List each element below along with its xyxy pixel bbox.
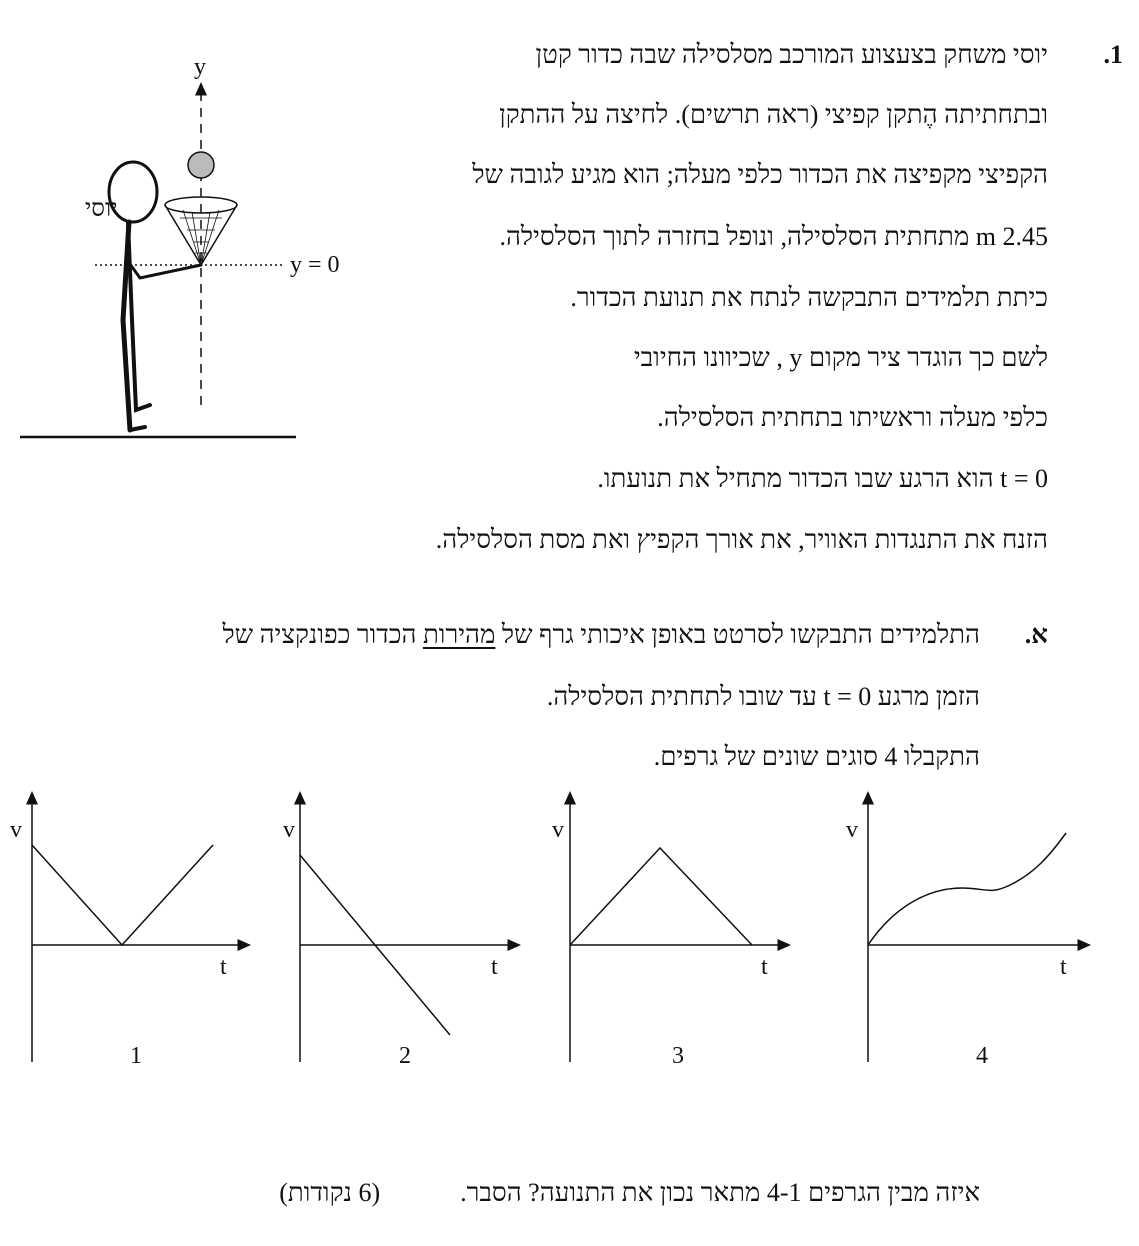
person-yossi [109, 162, 201, 430]
question-line-8: t = 0 הוא הרגע שבו הכדור מתחיל את תנועתו. [597, 464, 1048, 493]
points-label: (6 נקודות) [279, 1178, 381, 1207]
t-label: t [220, 954, 227, 980]
question-line-6: לשם כך הוגדר ציר מקום y , שכיוונו החיובי [633, 343, 1048, 372]
question-line-9: הזנח את התנגדות האוויר, את אורך הקפיץ ואת מסת הסלסילה. [435, 525, 1048, 554]
question-line-1: יוסי משחק בצעצוע המורכב מסלסילה שבה כדור קטן [535, 40, 1048, 69]
graph-number: 2 [399, 1043, 411, 1069]
graph-curve [868, 833, 1066, 945]
underlined-word-velocity: מהירות [422, 620, 496, 649]
v-label: v [283, 817, 295, 843]
t-label: t [761, 954, 768, 980]
graph-1 [10, 797, 245, 1069]
graph-2 [283, 797, 515, 1069]
section-a-text: הכדור כפונקציה של [222, 620, 423, 649]
question-line-7: כלפי מעלה וראשיתו בתחתית הסלסילה. [657, 403, 1048, 432]
graph-4 [846, 797, 1085, 1069]
graph-curve [570, 848, 752, 945]
question-line-3: הקפיצי מקפיצה את הכדור כלפי מעלה; הוא מגיע לגובה של [472, 160, 1048, 189]
section-a-line-3: התקבלו 4 סוגים שונים של גרפים. [653, 742, 980, 771]
y-axis-label: y [194, 54, 206, 80]
graph-curve [32, 845, 213, 945]
question-line-2: ובתחתיתה הֶתקן קפיצי (ראה תרשים). לחיצה על ההתקן [499, 100, 1048, 129]
graph-3 [552, 797, 785, 1069]
t-label: t [491, 954, 498, 980]
person-label: יוסי [85, 196, 118, 222]
question-line-5: כיתת תלמידים התבקשה לנתח את תנועת הכדור. [570, 283, 1048, 312]
final-question-text: איזה מבין הגרפים 4-1 מתאר נכון את התנועה? הסבר. [460, 1178, 980, 1207]
t-label: t [1060, 954, 1067, 980]
section-a-text: התלמידים התבקשו לסרטט באופן איכותי גרף של [495, 620, 980, 649]
section-a-line-2: הזמן מרגע t = 0 עד שובו לתחתית הסלסילה. [546, 682, 980, 711]
graph-number: 4 [976, 1043, 988, 1069]
graph-number: 3 [672, 1043, 684, 1069]
setup-figure [20, 54, 340, 437]
section-a-letter: א. [1024, 620, 1048, 649]
v-label: v [552, 817, 564, 843]
question-number: 1. [1103, 40, 1123, 69]
v-label: v [846, 817, 858, 843]
ball [188, 152, 214, 178]
question-line-4: 2.45 m מתחתית הסלסילה, ונופל בחזרה לתוך הסלסילה. [499, 222, 1048, 251]
origin-label: y = 0 [290, 252, 340, 278]
v-label: v [10, 817, 22, 843]
graph-number: 1 [130, 1043, 142, 1069]
